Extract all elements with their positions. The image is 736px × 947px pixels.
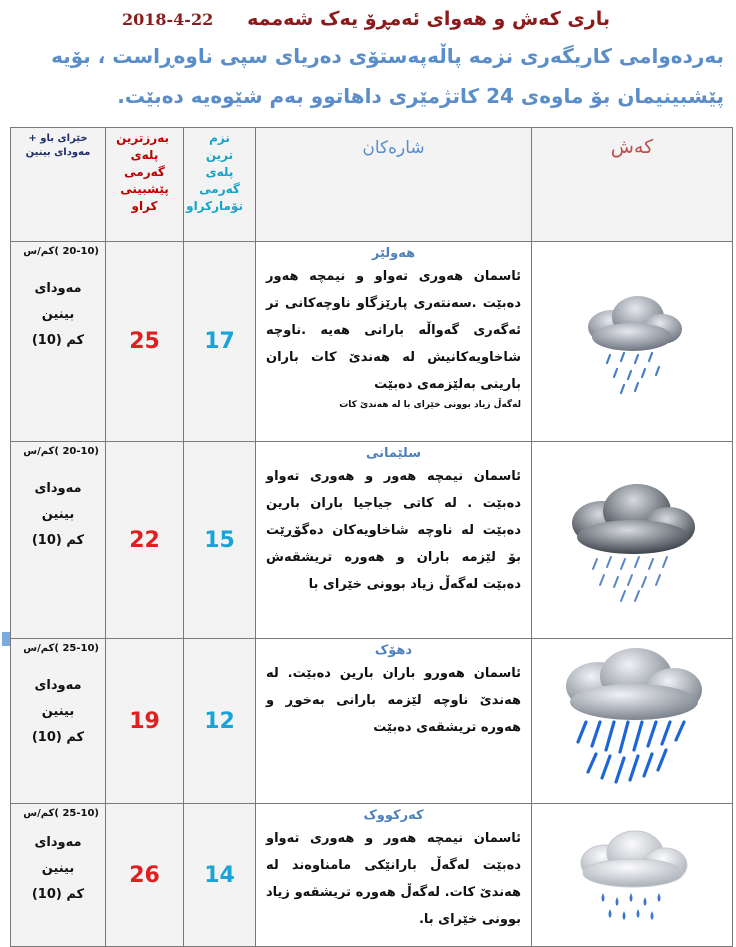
max-temp: 26 [129, 862, 160, 888]
city-name: کەرکووک [363, 808, 424, 823]
max-temp: 25 [129, 329, 160, 354]
table-row [11, 639, 733, 804]
table-header-row [11, 128, 733, 242]
wind-cell [11, 242, 106, 442]
min-temp-cell [184, 242, 256, 442]
forecast-table [10, 127, 733, 947]
min-temp-cell [184, 639, 256, 804]
city-name: هەولێر [371, 246, 416, 261]
city-desc-cell [256, 639, 532, 804]
forecast-text: ئاسمان نیمچە هەور و هەوری تەواو دەبێت لەگەڵ بارانێکی مامناوەند لە هەندێ کات. لەگەڵ هەورە تریشقەو زیاد بوونی خێرای با. [266, 831, 521, 927]
min-temp: 12 [204, 708, 235, 734]
min-temp-cell [184, 804, 256, 947]
wind-cell [11, 442, 106, 639]
visibility: مەودای بینین (10) کم [31, 835, 85, 902]
max-temp-cell [106, 442, 184, 639]
table-row [11, 804, 733, 947]
header-sky: کەش [532, 128, 733, 242]
visibility: مەودای بینین (10) کم [31, 481, 85, 548]
city-desc-cell [256, 442, 532, 639]
wind-speed: (25-10 )کم/س [23, 643, 99, 654]
forecast-note: لەگەڵ زیاد بوونی خێرای با لە هەندێ کات [339, 400, 521, 410]
subtitle-line-2: پێشبینیمان بۆ ماوەی 24 کاتژمێری داهاتوو بەم شێوەیە دەبێت. [117, 84, 724, 108]
header-max-temp: بەرزترین پلەی گەرمی پێشبینی کراو [106, 128, 184, 242]
wind-speed: (20-10 )کم/س [23, 246, 99, 257]
city-desc-cell [256, 804, 532, 947]
table-row [11, 242, 733, 442]
sky-cell [532, 442, 733, 639]
city-desc-cell [256, 242, 532, 442]
sky-cell [532, 242, 733, 442]
light-rain-cloud-icon [567, 825, 697, 925]
row-marker [2, 632, 10, 646]
header-min-temp: نزم ترین پلەی گەرمی تۆمارکراو [184, 128, 256, 242]
visibility: مەودای بینین (10) کم [31, 678, 85, 745]
visibility: مەودای بینین (10) کم [31, 281, 85, 348]
sky-cell [532, 639, 733, 804]
wind-cell [11, 804, 106, 947]
forecast-text: ئاسمان نیمچە هەور و هەوری تەواو دەبێت . لە کاتی جیاجیا باران بارین دەبێت لە ناوچە شاخاویەکان دەگۆڕێت بۆ لێزمە باران و هەورە تریشقەش دەبێت لەگەڵ زیاد بوونی خێرای با [266, 469, 521, 592]
title-bar [0, 8, 736, 36]
forecast-text: ئاسمان هەوری تەواو و نیمچە هەور دەبێت .سەنتەری پارێزگاو ناوچەکانی تر ئەگەری گەواڵە بارانی هەیە .ناوچە شاخاویەکانیش لە هەندێ کات باران بارینی بەلێزمەی دەبێت [266, 269, 521, 392]
max-temp-cell [106, 804, 184, 947]
heavy-rain-cloud-icon [557, 475, 707, 605]
table-row [11, 442, 733, 639]
header-wind: خێرای باو + مەودای بینین [11, 128, 106, 242]
wind-speed: (25-10 )کم/س [23, 808, 99, 819]
report-date: 2018-4-22 [122, 10, 214, 29]
sky-cell [532, 804, 733, 947]
min-temp: 17 [204, 329, 235, 354]
max-temp: 22 [129, 527, 160, 553]
wind-speed: (20-10 )کم/س [23, 446, 99, 457]
city-name: دهۆک [374, 643, 413, 658]
city-name: سلێمانی [365, 446, 422, 461]
max-temp: 19 [129, 708, 160, 734]
header-cities: شارەکان [256, 128, 532, 242]
wind-cell [11, 639, 106, 804]
max-temp-cell [106, 242, 184, 442]
rain-cloud-icon [572, 287, 692, 397]
forecast-text: ئاسمان هەورو باران بارین دەبێت. لە هەندێ ناوچە لێزمە بارانی بەخوڕ و هەورە تریشقەی دەبێت [266, 666, 521, 735]
min-temp: 14 [204, 862, 235, 888]
min-temp-cell [184, 442, 256, 639]
report-title: باری کەش و هەوای ئەمڕۆ یەک شەممە [247, 8, 610, 30]
downpour-cloud-icon [552, 646, 712, 796]
min-temp: 15 [204, 527, 235, 553]
max-temp-cell [106, 639, 184, 804]
subtitle-line-1: بەردەوامی کاریگەری نزمە پاڵەپەستۆی دەریای سپی ناوەڕاست ، بۆیە [51, 44, 724, 68]
